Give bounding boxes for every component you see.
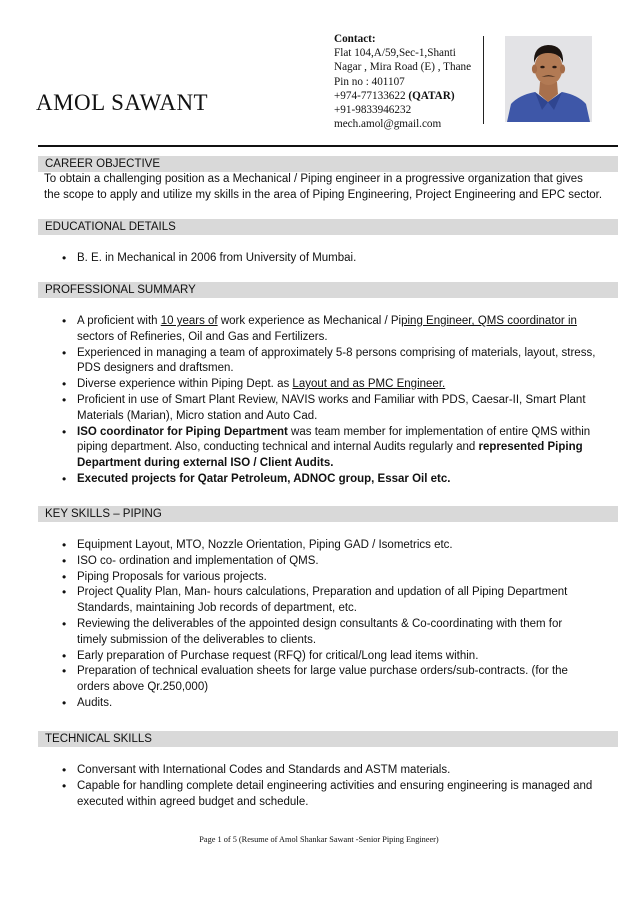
career-objective-line: the scope to apply and utilize my skills in the area of Piping Engineering, Project Engineering and EPC sector. <box>44 188 603 201</box>
professional-summary-list <box>62 314 618 488</box>
contact-block <box>334 32 484 131</box>
list-item: • Diverse experience within Piping Dept. as Layout and as PMC Engineer. <box>62 377 618 393</box>
technical-skills-heading: TECHNICAL SKILLS <box>38 731 618 747</box>
address-line-1: Flat 104,A/59,Sec-1,Shanti <box>334 47 456 60</box>
phone-india: +91-9833946232 <box>334 104 412 117</box>
career-objective-line: To obtain a challenging position as a Mechanical / Piping engineer in a progressive organization that gives <box>44 173 583 185</box>
key-skills-heading: KEY SKILLS – PIPING <box>38 506 618 522</box>
underlined-text: ping Engineer, QMS coordinator in <box>401 315 577 327</box>
career-objective-text <box>44 172 622 204</box>
pin-code: Pin no : 401107 <box>334 75 405 88</box>
education-list <box>62 251 618 267</box>
header-divider <box>483 36 484 124</box>
contact-title: Contact: <box>334 33 376 45</box>
bold-text: represented Piping <box>478 441 583 454</box>
list-item: • Proficient in use of Smart Plant Review, NAVIS works and Familiar with PDS, Caesar-II, Smart Plant Materials (Marian), Micro station and Auto Cad. <box>62 393 618 425</box>
underlined-text: 10 years of <box>160 315 218 327</box>
list-item <box>62 472 618 488</box>
profile-photo <box>505 36 592 122</box>
education-heading: EDUCATIONAL DETAILS <box>38 219 618 235</box>
technical-skills-list <box>62 763 618 810</box>
list-item: • ISO co- ordination and implementation of QMS. <box>62 554 618 570</box>
list-item: • Audits. <box>62 696 618 712</box>
bold-text: Executed projects for Qatar Petroleum, ADNOC group, Essar Oil etc. <box>77 472 451 485</box>
list-item: • Capable for handling complete detail engineering activities and ensuring engineering is managed and executed within agreed budget and schedule. <box>62 779 618 811</box>
professional-summary-heading: PROFESSIONAL SUMMARY <box>38 282 618 298</box>
list-item: • Piping Proposals for various projects. <box>62 570 618 586</box>
address-line-2: Nagar , Mira Road (E) , Thane <box>334 61 472 74</box>
list-item: • Equipment Layout, MTO, Nozzle Orientation, Piping GAD / Isometrics etc. <box>62 538 618 554</box>
email-address: mech.amol@gmail.com <box>334 118 442 131</box>
bold-text: ISO coordinator for Piping Department <box>77 425 288 438</box>
key-skills-list <box>62 538 618 712</box>
underlined-text: Layout and as PMC Engineer. <box>292 378 446 391</box>
list-item: • Conversant with International Codes and Standards and ASTM materials. <box>62 763 618 779</box>
page-footer: Page 1 of 5 (Resume of Amol Shankar Sawant -Senior Piping Engineer) <box>199 835 439 844</box>
phone-qatar-number: +974-77133622 <box>334 89 409 102</box>
list-item: • ISO coordinator for Piping Department was team member for implementation of entire QMS within piping department. Also, conducting technical and internal Audits regularly and represented Piping Department during external ISO / Client Audits. <box>62 425 618 472</box>
list-item: • Experienced in managing a team of approximately 5-8 persons comprising of materials, layout, stress, PDS designers and draftsmen. <box>62 346 618 378</box>
bold-text: Department during external ISO / Client Audits. <box>77 457 334 470</box>
header-rule <box>38 145 618 147</box>
list-item: • Reviewing the deliverables of the appointed design consultants & Co-coordinating with them for timely submission of the deliverables to clients. <box>62 617 618 649</box>
list-item: • Project Quality Plan, Man- hours calculations, Preparation and updation of all Piping Department Standards, maintaining Job records of department, etc. <box>62 585 618 617</box>
candidate-name: AMOL SAWANT <box>36 90 209 115</box>
list-item: • Preparation of technical evaluation sheets for large value purchase orders/sub-contracts. (for the orders above Qr.250,000) <box>62 664 618 696</box>
phone-qatar-tag: (QATAR) <box>408 89 455 102</box>
career-objective-heading: CAREER OBJECTIVE <box>38 156 618 172</box>
list-item: • A proficient with 10 years of work experience as Mechanical / Piping Engineer, QMS coordinator in sectors of Refineries, Oil and Gas and Fertilizers. <box>62 314 618 346</box>
phone-qatar <box>334 89 484 103</box>
profile-photo-image <box>505 36 592 122</box>
list-item: • Early preparation of Purchase request (RFQ) for critical/Long lead items within. <box>62 649 618 665</box>
list-item: • B. E. in Mechanical in 2006 from University of Mumbai. <box>62 251 618 267</box>
